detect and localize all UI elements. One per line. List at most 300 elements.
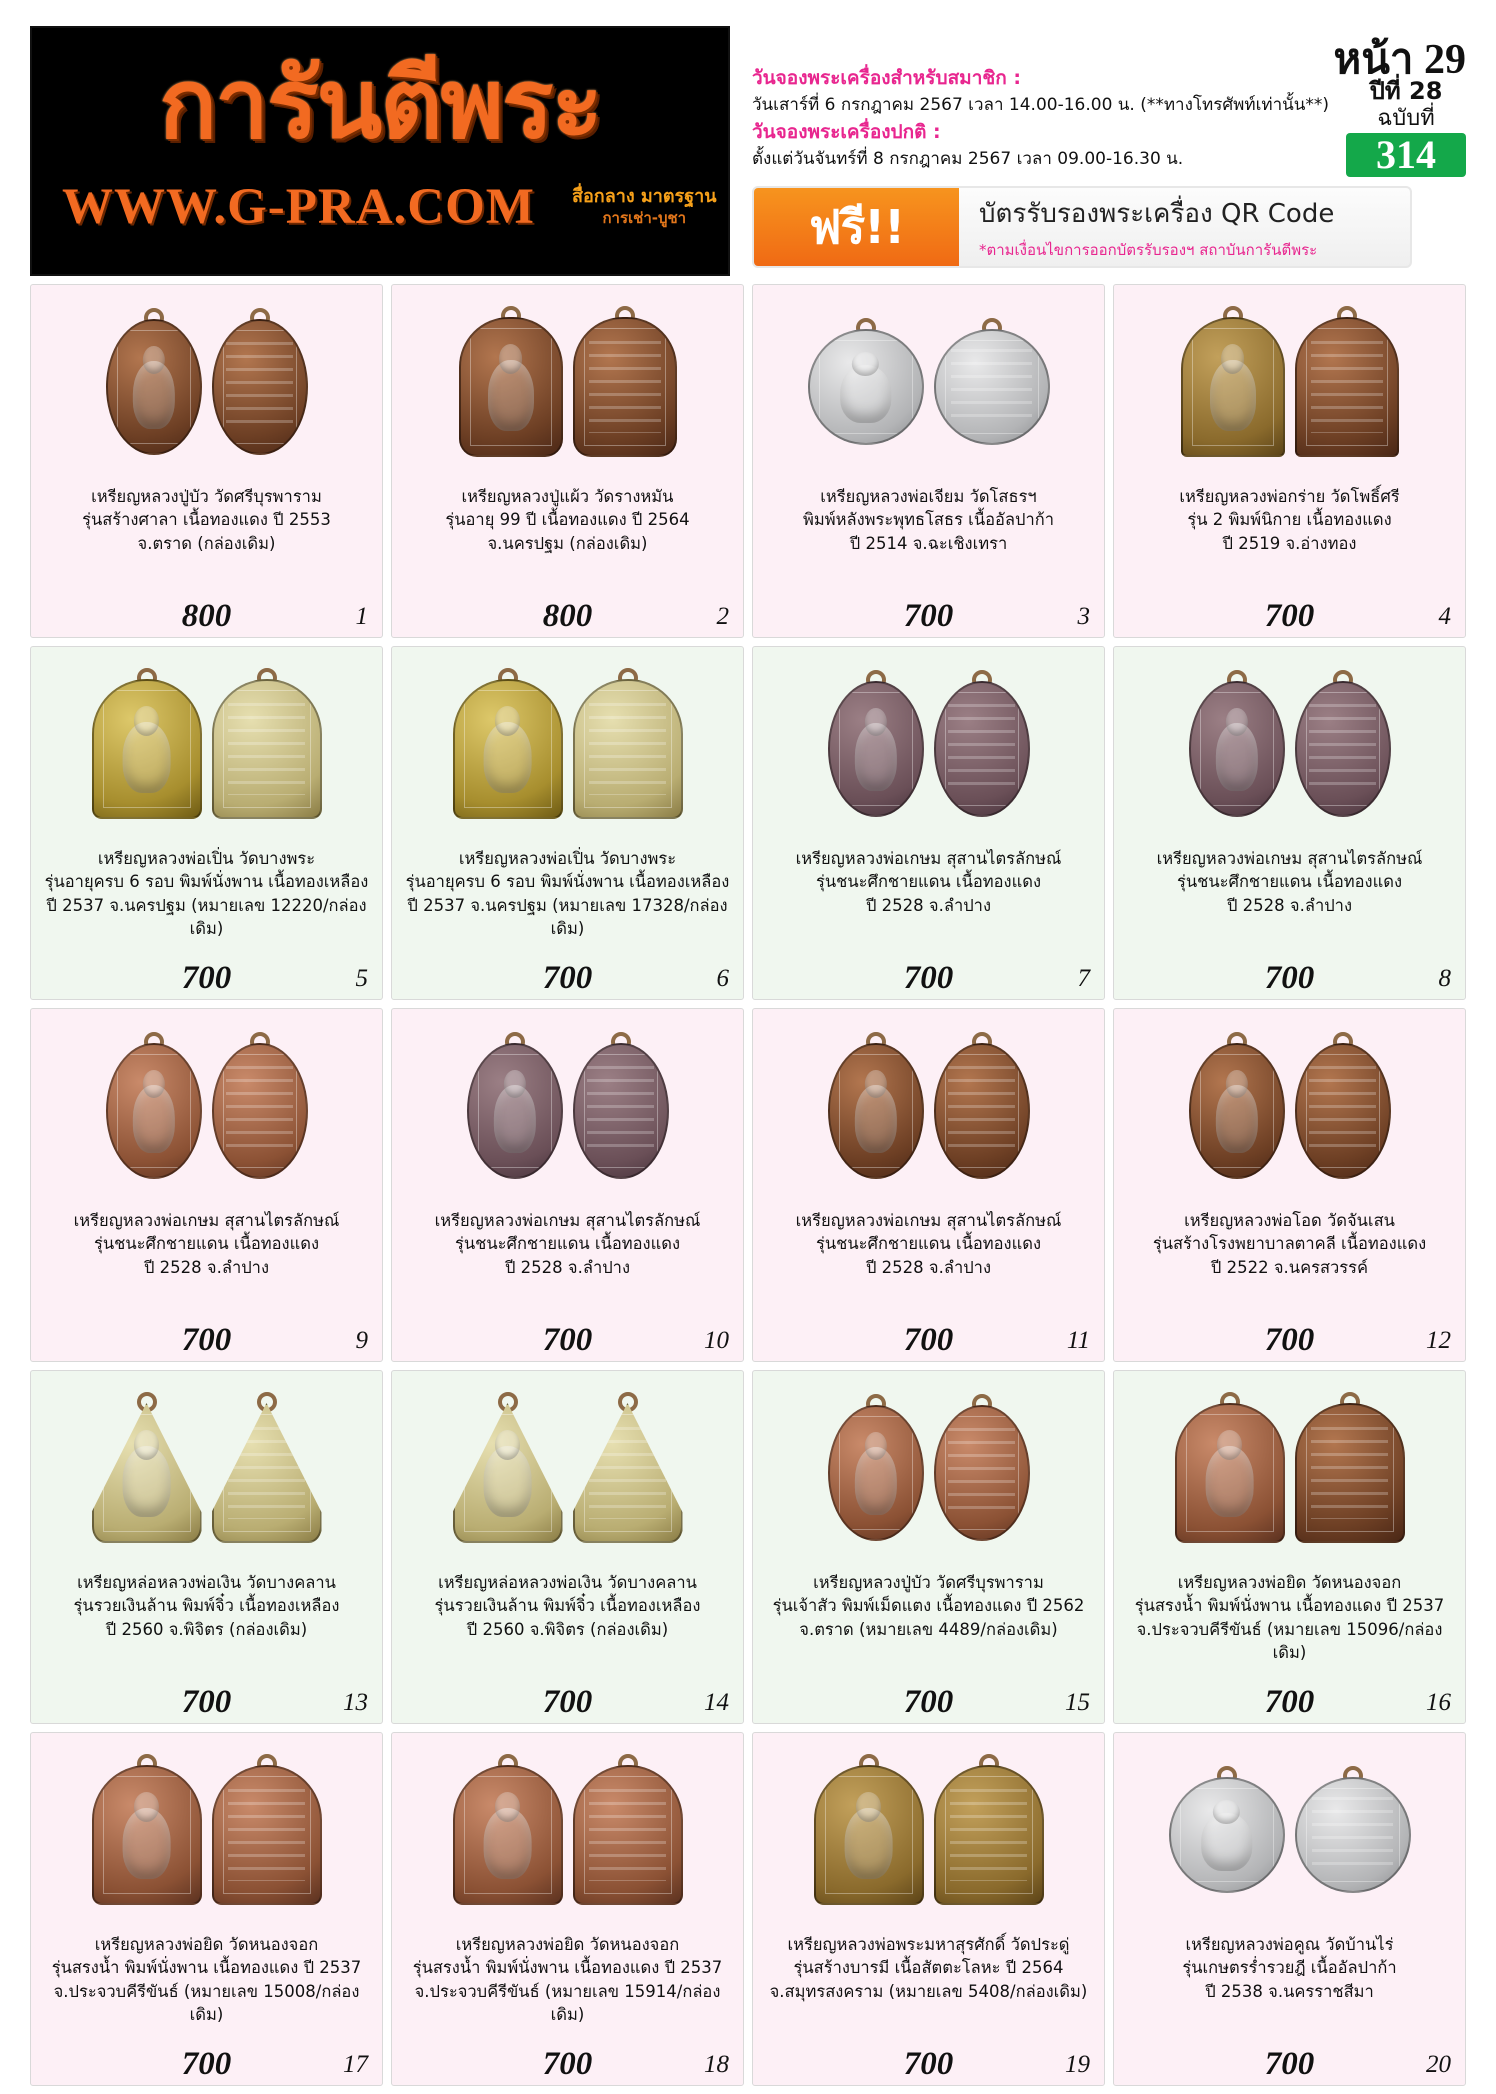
amulet-front-image xyxy=(92,679,202,819)
amulet-images xyxy=(761,1377,1096,1569)
amulet-back-image xyxy=(1295,1403,1405,1543)
amulet-images xyxy=(39,291,374,483)
amulet-price-row xyxy=(1122,1677,1457,1719)
amulet-back-body xyxy=(1295,1777,1411,1893)
monk-figure-icon xyxy=(1210,360,1256,431)
amulet-origin: จ.ตราด (หมายเลข 4489/กล่องเดิม) xyxy=(799,1619,1058,1639)
amulet-card[interactable] xyxy=(1113,1732,1466,2086)
amulet-back-image xyxy=(573,679,683,819)
amulet-front-body xyxy=(453,679,563,819)
amulet-title: เหรียญหลวงปู่บัว วัดศรีบุรพาราม xyxy=(813,1573,1044,1592)
amulet-title: เหรียญหลวงพ่อยิด วัดหนองจอก xyxy=(94,1935,319,1954)
amulet-index: 2 xyxy=(716,603,729,630)
amulet-images xyxy=(1122,1739,1457,1931)
amulet-front-body xyxy=(467,1043,563,1179)
monk-figure-icon xyxy=(840,365,892,423)
amulet-index: 4 xyxy=(1438,603,1451,630)
amulet-card[interactable] xyxy=(30,1370,383,1724)
amulet-front-body xyxy=(453,1403,563,1543)
yantra-script-icon xyxy=(228,1427,304,1520)
yantra-script-icon xyxy=(589,341,661,434)
amulet-title: เหรียญหลวงพ่อเกษม สุสานไตรลักษณ์ xyxy=(795,849,1062,868)
amulet-title: เหรียญหลวงพ่อเกษม สุสานไตรลักษณ์ xyxy=(434,1211,701,1230)
yantra-script-icon xyxy=(948,1428,1014,1518)
amulet-price: 700 xyxy=(903,960,954,996)
amulet-images xyxy=(39,653,374,845)
amulet-images xyxy=(400,1739,735,1931)
amulet-card[interactable] xyxy=(1113,1370,1466,1724)
amulet-origin: จ.ประจวบคีรีขันธ์ (หมายเลข 15008/กล่องเดิม) xyxy=(53,1981,360,2025)
amulet-back-body xyxy=(573,679,683,819)
amulet-front-body xyxy=(828,1043,924,1179)
issue-year: ปีที่ 28 xyxy=(1369,77,1443,105)
amulet-index: 16 xyxy=(1426,1689,1451,1716)
amulet-front-image xyxy=(828,1043,924,1179)
site-logo xyxy=(30,26,730,276)
amulet-front-body xyxy=(828,1405,924,1541)
amulet-subtitle: รุ่นอายุ 99 ปี เนื้อทองแดง ปี 2564 xyxy=(445,510,690,530)
monk-figure-icon xyxy=(122,722,171,793)
member-booking-title: วันจองพระเครื่องสำหรับสมาชิก : xyxy=(752,67,1021,89)
amulet-index: 10 xyxy=(704,1327,729,1354)
amulet-subtitle: รุ่นสรงน้ำ พิมพ์นั่งพาน เนื้อทองแดง ปี 2537 xyxy=(1134,1596,1445,1616)
amulet-price-row xyxy=(761,953,1096,995)
amulet-price: 700 xyxy=(542,1322,593,1358)
issue-label: ฉบับที่ xyxy=(1377,105,1435,131)
amulet-index: 3 xyxy=(1077,603,1090,630)
logo-website-url: WWW.G-PRA.COM xyxy=(62,179,535,235)
amulet-price: 700 xyxy=(542,1684,593,1720)
amulet-index: 20 xyxy=(1426,2051,1451,2078)
amulet-origin: จ.นครปฐม (กล่องเดิม) xyxy=(487,533,648,553)
amulet-origin: ปี 2528 จ.ลำปาง xyxy=(1226,895,1353,915)
amulet-title: เหรียญหล่อหลวงพ่อเงิน วัดบางคลาน xyxy=(438,1573,697,1592)
amulet-price: 700 xyxy=(181,1322,232,1358)
amulet-price-row xyxy=(400,591,735,633)
amulet-index: 17 xyxy=(343,2051,368,2078)
logo-tagline-main: สื่อกลาง มาตรฐาน xyxy=(572,186,717,207)
amulet-index: 9 xyxy=(355,1327,368,1354)
page-number: หน้า 29 xyxy=(1333,37,1466,83)
amulet-front-image xyxy=(92,1765,202,1905)
amulet-price-row xyxy=(761,2039,1096,2081)
amulet-price-row xyxy=(39,953,374,995)
monk-figure-icon xyxy=(854,1085,896,1154)
amulet-back-image xyxy=(573,1765,683,1905)
amulet-card[interactable] xyxy=(391,1732,744,2086)
amulet-front-body xyxy=(106,1043,202,1179)
amulet-title: เหรียญหลวงพ่อคูณ วัดบ้านไร่ xyxy=(1185,1935,1394,1954)
amulet-back-image xyxy=(934,681,1030,817)
amulet-front-image xyxy=(828,1405,924,1541)
amulet-front-body xyxy=(808,329,924,445)
amulet-subtitle: รุ่นอายุครบ 6 รอบ พิมพ์นั่งพาน เนื้อทองเหลือง xyxy=(405,872,730,892)
amulet-images xyxy=(1122,1377,1457,1569)
amulet-origin: จ.สมุทรสงคราม (หมายเลข 5408/กล่องเดิม) xyxy=(769,1981,1088,2001)
yantra-script-icon xyxy=(1309,704,1375,794)
amulet-price: 700 xyxy=(903,2046,954,2082)
monk-figure-icon xyxy=(844,1808,893,1879)
amulet-origin: ปี 2519 จ.อ่างทอง xyxy=(1222,533,1357,553)
amulet-back-body xyxy=(934,1043,1030,1179)
amulet-price: 700 xyxy=(181,2046,232,2082)
amulet-price-row xyxy=(1122,591,1457,633)
amulet-front-image xyxy=(1189,1043,1285,1179)
amulet-subtitle: รุ่น 2 พิมพ์นิกาย เนื้อทองแดง xyxy=(1187,510,1392,530)
normal-booking-detail: ตั้งแต่วันจันทร์ที่ 8 กรกฎาคม 2567 เวลา 09.00-16.30 น. xyxy=(752,148,1184,169)
amulet-subtitle: รุ่นสรงน้ำ พิมพ์นั่งพาน เนื้อทองแดง ปี 2537 xyxy=(51,1958,362,1978)
amulet-back-body xyxy=(212,1765,322,1905)
amulet-front-image xyxy=(814,1765,924,1905)
yantra-script-icon xyxy=(950,1789,1026,1882)
amulet-images xyxy=(39,1015,374,1207)
amulet-price: 700 xyxy=(1264,1684,1315,1720)
amulet-index: 19 xyxy=(1065,2051,1090,2078)
amulet-back-image xyxy=(212,319,308,455)
amulet-back-image xyxy=(1295,681,1391,817)
amulet-images xyxy=(400,653,735,845)
amulet-back-body xyxy=(573,1043,669,1179)
amulet-front-body xyxy=(106,319,202,455)
issue-info xyxy=(1346,78,1466,177)
amulet-back-image xyxy=(934,1043,1030,1179)
logo-thai-text: การันตีพระ xyxy=(159,48,601,160)
amulet-origin: ปี 2538 จ.นครราชสีมา xyxy=(1205,1981,1374,2001)
amulet-caption xyxy=(39,483,374,591)
monk-figure-icon xyxy=(1215,1085,1257,1154)
amulet-back-image xyxy=(573,1403,683,1543)
amulet-caption xyxy=(400,845,735,953)
free-banner-title: บัตรรับรองพระเครื่อง QR Code xyxy=(979,198,1335,229)
amulet-card[interactable] xyxy=(752,284,1105,638)
amulet-card[interactable] xyxy=(30,284,383,638)
yantra-script-icon xyxy=(589,1427,665,1520)
amulet-images xyxy=(39,1377,374,1569)
amulet-front-image xyxy=(1169,1777,1285,1893)
amulet-price-row xyxy=(39,1677,374,1719)
amulet-front-image xyxy=(106,1043,202,1179)
amulet-front-body xyxy=(1175,1403,1285,1543)
amulet-back-body xyxy=(212,679,322,819)
amulet-back-body xyxy=(934,681,1030,817)
amulet-price-row xyxy=(761,1677,1096,1719)
amulet-front-image xyxy=(808,329,924,445)
amulet-card[interactable] xyxy=(30,1732,383,2086)
amulet-caption xyxy=(39,845,374,953)
amulet-index: 11 xyxy=(1066,1327,1090,1354)
amulet-price: 700 xyxy=(542,960,593,996)
monk-figure-icon xyxy=(1215,723,1257,792)
amulet-card[interactable] xyxy=(30,646,383,1000)
monk-figure-icon xyxy=(854,723,896,792)
yantra-script-icon xyxy=(587,1066,653,1156)
monk-figure-icon xyxy=(1201,1813,1253,1871)
amulet-front-body xyxy=(1189,681,1285,817)
amulet-front-image xyxy=(92,1403,202,1543)
amulet-title: เหรียญหลวงพ่อยิด วัดหนองจอก xyxy=(1177,1573,1402,1592)
amulet-caption xyxy=(1122,1207,1457,1315)
amulet-price-row xyxy=(400,1677,735,1719)
amulet-caption xyxy=(400,483,735,591)
header-right xyxy=(730,26,1466,276)
amulet-origin: จ.ตราด (กล่องเดิม) xyxy=(137,533,276,553)
amulet-title: เหรียญหลวงพ่อโอด วัดจันเสน xyxy=(1184,1211,1395,1230)
amulet-title: เหรียญหลวงพ่อเปิ่น วัดบางพระ xyxy=(97,849,316,868)
amulet-card[interactable] xyxy=(752,1008,1105,1362)
amulet-front-image xyxy=(1189,681,1285,817)
yantra-script-icon xyxy=(589,1789,665,1882)
amulet-images xyxy=(1122,1015,1457,1207)
amulet-subtitle: รุ่นเจ้าสัว พิมพ์เม็ดแตง เนื้อทองแดง ปี 2562 xyxy=(772,1596,1085,1616)
amulet-front-body xyxy=(453,1765,563,1905)
amulet-front-body xyxy=(459,317,563,457)
yantra-script-icon xyxy=(948,704,1014,794)
yantra-script-icon xyxy=(228,1789,304,1882)
amulet-price: 700 xyxy=(903,1684,954,1720)
amulet-title: เหรียญหลวงพ่อยิด วัดหนองจอก xyxy=(455,1935,680,1954)
amulet-caption xyxy=(39,1207,374,1315)
amulet-card[interactable] xyxy=(391,1008,744,1362)
amulet-price: 700 xyxy=(1264,598,1315,634)
amulet-caption xyxy=(761,1569,1096,1677)
amulet-origin: ปี 2528 จ.ลำปาง xyxy=(865,1257,992,1277)
amulet-subtitle: รุ่นชนะศึกชายแดน เนื้อทองแดง xyxy=(815,1234,1042,1254)
amulet-index: 15 xyxy=(1065,1689,1090,1716)
amulet-origin: ปี 2537 จ.นครปฐม (หมายเลข 17328/กล่องเดิม) xyxy=(407,895,728,939)
amulet-images xyxy=(1122,653,1457,845)
amulet-images xyxy=(400,1015,735,1207)
amulet-card[interactable] xyxy=(391,284,744,638)
free-banner-note: *ตามเงื่อนไขการออกบัตรรับรองฯ สถาบันการันตีพระ xyxy=(979,240,1318,259)
amulet-back-body xyxy=(212,1403,322,1543)
amulet-price: 700 xyxy=(1264,960,1315,996)
amulet-subtitle: รุ่นสรงน้ำ พิมพ์นั่งพาน เนื้อทองแดง ปี 2537 xyxy=(412,1958,723,1978)
amulet-front-body xyxy=(1181,317,1285,457)
amulet-card[interactable] xyxy=(1113,284,1466,638)
yantra-script-icon xyxy=(1311,341,1383,434)
amulet-index: 18 xyxy=(704,2051,729,2078)
amulet-price: 700 xyxy=(903,598,954,634)
yantra-script-icon xyxy=(1312,1797,1393,1873)
amulet-title: เหรียญหลวงปู่บัว วัดศรีบุรพาราม xyxy=(91,487,322,506)
amulet-caption xyxy=(400,1931,735,2039)
page-header xyxy=(30,26,1466,276)
amulet-title: เหรียญหลวงปู่แผ้ว วัดรางหมัน xyxy=(461,487,674,506)
monk-figure-icon xyxy=(493,1085,535,1154)
amulet-caption xyxy=(400,1207,735,1315)
amulet-card[interactable] xyxy=(391,646,744,1000)
amulet-front-body xyxy=(1189,1043,1285,1179)
amulet-index: 5 xyxy=(355,965,368,992)
amulet-subtitle: รุ่นชนะศึกชายแดน เนื้อทองแดง xyxy=(815,872,1042,892)
amulet-subtitle: รุ่นชนะศึกชายแดน เนื้อทองแดง xyxy=(454,1234,681,1254)
amulet-price-row xyxy=(1122,2039,1457,2081)
normal-booking-title: วันจองพระเครื่องปกติ : xyxy=(752,121,941,143)
amulet-back-image xyxy=(934,329,1050,445)
monk-figure-icon xyxy=(483,1808,532,1879)
amulet-caption xyxy=(39,1569,374,1677)
amulet-caption xyxy=(39,1931,374,2039)
amulet-front-body xyxy=(92,1765,202,1905)
amulet-back-body xyxy=(573,1403,683,1543)
amulet-back-image xyxy=(1295,1043,1391,1179)
amulet-back-body xyxy=(573,317,677,457)
amulet-front-image xyxy=(1181,317,1285,457)
amulet-back-body xyxy=(1295,1043,1391,1179)
yantra-script-icon xyxy=(226,342,292,432)
amulet-card[interactable] xyxy=(391,1370,744,1724)
amulet-price-row xyxy=(39,591,374,633)
amulet-back-body xyxy=(934,1765,1044,1905)
amulet-card[interactable] xyxy=(752,646,1105,1000)
amulet-origin: ปี 2560 จ.พิจิตร (กล่องเดิม) xyxy=(466,1619,669,1639)
amulet-card[interactable] xyxy=(1113,646,1466,1000)
amulet-subtitle: พิมพ์หลังพระพุทธโสธร เนื้ออัลปาก้า xyxy=(802,510,1055,530)
amulet-price: 700 xyxy=(1264,2046,1315,2082)
amulet-price-row xyxy=(39,1315,374,1357)
amulet-subtitle: รุ่นสร้างโรงพยาบาลตาคลี เนื้อทองแดง xyxy=(1152,1234,1427,1254)
amulet-price: 800 xyxy=(542,598,593,634)
amulet-price: 700 xyxy=(1264,1322,1315,1358)
amulet-caption xyxy=(761,483,1096,591)
amulet-back-image xyxy=(1295,317,1399,457)
amulet-subtitle: รุ่นรวยเงินล้าน พิมพ์จิ๋ว เนื้อทองเหลือง xyxy=(434,1596,701,1616)
member-booking-detail: วันเสาร์ที่ 6 กรกฎาคม 2567 เวลา 14.00-16.00 น. (**ทางโทรศัพท์เท่านั้น**) xyxy=(752,94,1330,115)
amulet-front-body xyxy=(92,679,202,819)
amulet-caption xyxy=(761,845,1096,953)
amulet-index: 1 xyxy=(355,603,368,630)
amulet-index: 6 xyxy=(716,965,729,992)
amulet-index: 13 xyxy=(343,1689,368,1716)
amulet-subtitle: รุ่นอายุครบ 6 รอบ พิมพ์นั่งพาน เนื้อทองเหลือง xyxy=(44,872,369,892)
yantra-script-icon xyxy=(589,703,665,796)
amulet-title: เหรียญหลวงพ่อกร่าย วัดโพธิ์ศรี xyxy=(1179,487,1400,506)
amulet-back-image xyxy=(1295,1777,1411,1893)
amulet-back-body xyxy=(212,1043,308,1179)
amulet-index: 8 xyxy=(1438,965,1451,992)
monk-figure-icon xyxy=(1205,1446,1254,1517)
amulet-price: 800 xyxy=(181,598,232,634)
amulet-card[interactable] xyxy=(1113,1008,1466,1362)
amulet-index: 7 xyxy=(1077,965,1090,992)
issue-number: 314 xyxy=(1346,133,1466,177)
amulet-front-image xyxy=(453,679,563,819)
amulet-back-image xyxy=(934,1405,1030,1541)
amulet-front-body xyxy=(814,1765,924,1905)
amulet-back-image xyxy=(212,679,322,819)
amulet-subtitle: รุ่นชนะศึกชายแดน เนื้อทองแดง xyxy=(1176,872,1403,892)
amulet-front-body xyxy=(828,681,924,817)
amulet-price: 700 xyxy=(181,960,232,996)
monk-figure-icon xyxy=(488,360,534,431)
amulet-price-row xyxy=(761,591,1096,633)
amulet-caption xyxy=(1122,1931,1457,2039)
yantra-script-icon xyxy=(226,1066,292,1156)
amulet-back-image xyxy=(573,317,677,457)
amulet-origin: ปี 2537 จ.นครปฐม (หมายเลข 12220/กล่องเดิม) xyxy=(46,895,367,939)
amulet-price-row xyxy=(39,2039,374,2081)
amulet-card[interactable] xyxy=(752,1732,1105,2086)
amulet-title: เหรียญหลวงพ่อเกษม สุสานไตรลักษณ์ xyxy=(795,1211,1062,1230)
amulet-origin: ปี 2528 จ.ลำปาง xyxy=(504,1257,631,1277)
amulet-origin: ปี 2528 จ.ลำปาง xyxy=(143,1257,270,1277)
amulet-caption xyxy=(1122,845,1457,953)
amulet-title: เหรียญหลวงพ่อเจียม วัดโสธรฯ xyxy=(820,487,1037,506)
amulet-front-image xyxy=(453,1403,563,1543)
amulet-images xyxy=(400,1377,735,1569)
amulet-price: 700 xyxy=(181,1684,232,1720)
amulet-back-image xyxy=(212,1403,322,1543)
amulet-images xyxy=(1122,291,1457,483)
amulet-subtitle: รุ่นเกษตรร่ำรวยฎี เนื้ออัลปาก้า xyxy=(1182,1958,1397,1978)
amulet-grid xyxy=(30,284,1466,2086)
amulet-card[interactable] xyxy=(30,1008,383,1362)
amulet-price-row xyxy=(400,1315,735,1357)
amulet-price: 700 xyxy=(542,2046,593,2082)
amulet-origin: ปี 2514 จ.ฉะเชิงเทรา xyxy=(849,533,1008,553)
amulet-subtitle: รุ่นสร้างบารมี เนื้อสัตตะโลหะ ปี 2564 xyxy=(793,1958,1064,1978)
monk-figure-icon xyxy=(483,722,532,793)
logo-tagline xyxy=(572,186,717,227)
free-banner-text xyxy=(959,193,1334,262)
amulet-title: เหรียญหล่อหลวงพ่อเงิน วัดบางคลาน xyxy=(77,1573,336,1592)
amulet-images xyxy=(761,291,1096,483)
amulet-front-image xyxy=(453,1765,563,1905)
amulet-origin: ปี 2528 จ.ลำปาง xyxy=(865,895,992,915)
amulet-title: เหรียญหลวงพ่อเกษม สุสานไตรลักษณ์ xyxy=(1156,849,1423,868)
amulet-images xyxy=(761,1739,1096,1931)
amulet-origin: จ.ประจวบคีรีขันธ์ (หมายเลข 15914/กล่องเดิม) xyxy=(414,1981,721,2025)
amulet-images xyxy=(39,1739,374,1931)
amulet-front-image xyxy=(459,317,563,457)
amulet-caption xyxy=(761,1931,1096,2039)
amulet-images xyxy=(761,1015,1096,1207)
amulet-price-row xyxy=(1122,953,1457,995)
amulet-images xyxy=(400,291,735,483)
amulet-back-image xyxy=(573,1043,669,1179)
amulet-back-image xyxy=(212,1043,308,1179)
amulet-front-image xyxy=(1175,1403,1285,1543)
amulet-price: 700 xyxy=(903,1322,954,1358)
amulet-index: 12 xyxy=(1426,1327,1451,1354)
amulet-origin: ปี 2522 จ.นครสวรรค์ xyxy=(1210,1257,1369,1277)
amulet-back-image xyxy=(934,1765,1044,1905)
amulet-title: เหรียญหลวงพ่อเกษม สุสานไตรลักษณ์ xyxy=(73,1211,340,1230)
amulet-card[interactable] xyxy=(752,1370,1105,1724)
amulet-price-row xyxy=(1122,1315,1457,1357)
amulet-front-body xyxy=(92,1403,202,1543)
monk-figure-icon xyxy=(132,361,174,430)
amulet-front-body xyxy=(1169,1777,1285,1893)
amulet-caption xyxy=(1122,483,1457,591)
amulet-title: เหรียญหลวงพ่อเปิ่น วัดบางพระ xyxy=(458,849,677,868)
yantra-script-icon xyxy=(951,349,1032,425)
amulet-front-image xyxy=(467,1043,563,1179)
amulet-origin: ปี 2560 จ.พิจิตร (กล่องเดิม) xyxy=(105,1619,308,1639)
amulet-caption xyxy=(761,1207,1096,1315)
amulet-back-image xyxy=(212,1765,322,1905)
amulet-back-body xyxy=(1295,681,1391,817)
monk-figure-icon xyxy=(122,1808,171,1879)
amulet-subtitle: รุ่นชนะศึกชายแดน เนื้อทองแดง xyxy=(93,1234,320,1254)
amulet-front-image xyxy=(106,319,202,455)
yantra-script-icon xyxy=(1311,1427,1387,1520)
amulet-back-body xyxy=(934,1405,1030,1541)
yantra-script-icon xyxy=(1309,1066,1375,1156)
amulet-subtitle: รุ่นสร้างศาลา เนื้อทองแดง ปี 2553 xyxy=(82,510,331,530)
amulet-price-row xyxy=(761,1315,1096,1357)
yantra-script-icon xyxy=(948,1066,1014,1156)
